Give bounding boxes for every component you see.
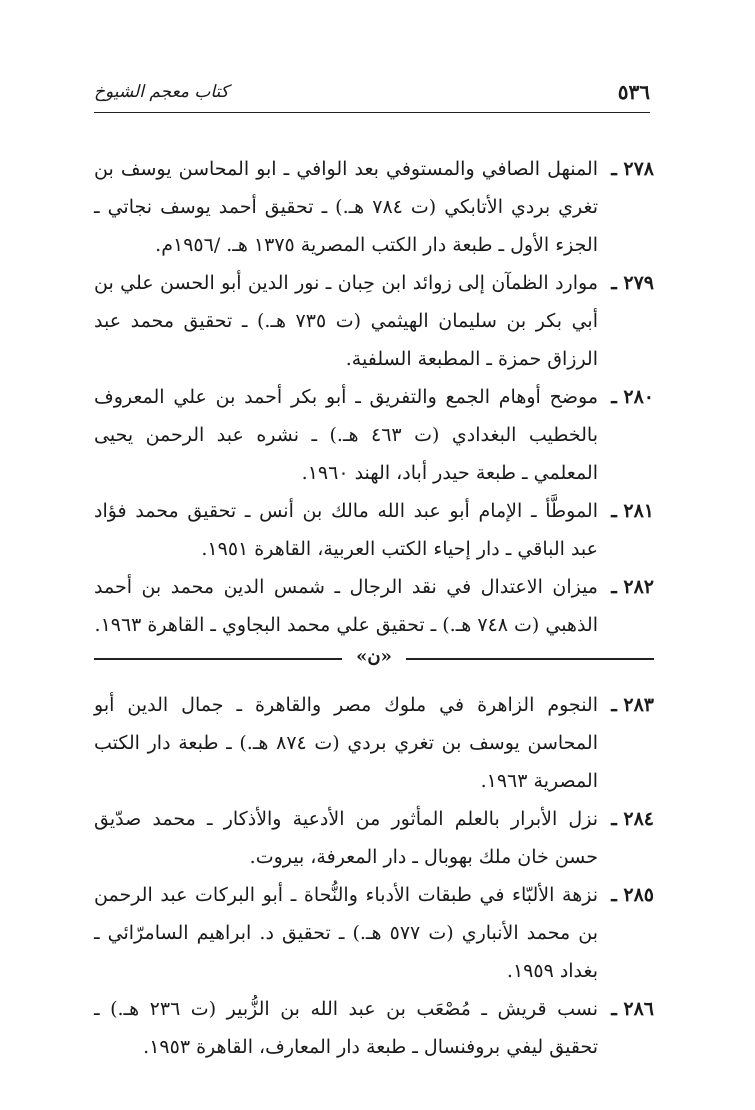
entry-text: ميزان الاعتدال في نقد الرجال ـ شمس الدين محمد بن أحمد الذهبي (ت ٧٤٨ هـ.) ـ تحقيق علي محمد البجاوي ـ القاهرة ١٩٦٣. <box>94 576 598 636</box>
entry-number: ٢٨٣ ـ <box>611 694 654 716</box>
divider-line-left <box>94 658 342 660</box>
entry-text: نسب قريش ـ مُصْعَب بن عبد الله بن الزُّبير (ت ٢٣٦ هـ.) ـ تحقيق ليفي بروفنسال ـ طبعة دار المعارف، القاهرة ١٩٥٣. <box>94 998 598 1058</box>
entry-number: ٢٨٠ ـ <box>611 386 654 408</box>
entry-number: ٢٨١ ـ <box>611 500 654 522</box>
entry-text: نزل الأبرار بالعلم المأثور من الأدعية والأذكار ـ محمد صدّيق حسن خان ملك بهوبال ـ دار المعرفة، بيروت. <box>94 808 598 868</box>
bibliography-section-mim <box>94 150 654 644</box>
bibliography-entry-278 <box>94 150 654 264</box>
bibliography-entry-285 <box>94 876 654 990</box>
bibliography-section-nun <box>94 686 654 1066</box>
entry-text: النجوم الزاهرة في ملوك مصر والقاهرة ـ جمال الدين أبو المحاسن يوسف بن تغري بردي (ت ٨٧٤ هـ.) ـ طبعة دار الكتب المصرية ١٩٦٣. <box>94 694 598 792</box>
entry-text: موارد الظمآن إلى زوائد ابن حِبان ـ نور الدين أبو الحسن علي بن أبي بكر بن سليمان الهيثمي (ت ٧٣٥ هـ.) ـ تحقيق محمد عبد الرزاق حمزة ـ المطبعة السلفية. <box>94 272 598 370</box>
bibliography-entry-283 <box>94 686 654 800</box>
bibliography-entry-281 <box>94 492 654 568</box>
bibliography-entry-284 <box>94 800 654 876</box>
entry-text: الموطَّأ ـ الإمام أبو عبد الله مالك بن أنس ـ تحقيق محمد فؤاد عبد الباقي ـ دار إحياء الكتب العربية، القاهرة ١٩٥١. <box>94 500 598 560</box>
bibliography-entry-282 <box>94 568 654 644</box>
entry-number: ٢٨٤ ـ <box>611 808 654 830</box>
bibliography-entry-279 <box>94 264 654 378</box>
entry-number: ٢٨٥ ـ <box>611 884 654 906</box>
running-header <box>94 80 650 113</box>
bibliography-entry-280 <box>94 378 654 492</box>
section-letter: «ن» <box>356 646 392 667</box>
entry-number: ٢٧٨ ـ <box>611 158 654 180</box>
letter-divider <box>94 646 654 670</box>
entry-text: موضح أوهام الجمع والتفريق ـ أبو بكر أحمد بن علي المعروف بالخطيب البغدادي (ت ٤٦٣ هـ.) ـ نشره عبد الرحمن يحيى المعلمي ـ طبعة حيدر أباد، الهند ١٩٦٠. <box>94 386 599 484</box>
entry-number: ٢٨٦ ـ <box>611 998 654 1020</box>
bibliography-entry-286 <box>94 990 654 1066</box>
divider-line-right <box>406 658 654 660</box>
entry-number: ٢٧٩ ـ <box>611 272 654 294</box>
page-number: ٥٣٦ <box>617 80 650 104</box>
entry-text: المنهل الصافي والمستوفي بعد الوافي ـ ابو المحاسن يوسف بن تغري بردي الأتابكي (ت ٧٨٤ هـ.) ـ تحقيق أحمد يوسف نجاتي ـ الجزء الأول ـ طبعة دار الكتب المصرية ١٣٧٥ هـ. /١٩٥٦م. <box>94 158 598 256</box>
book-title: كتاب معجم الشيوخ <box>94 82 229 102</box>
entry-text: نزهة الألبّاء في طبقات الأدباء والنُّحاة ـ أبو البركات عبد الرحمن بن محمد الأنباري (ت ٥٧٧ هـ.) ـ تحقيق د. ابراهيم السامرّائي ـ بغداد ١٩٥٩. <box>94 884 598 982</box>
entry-number: ٢٨٢ ـ <box>611 576 654 598</box>
